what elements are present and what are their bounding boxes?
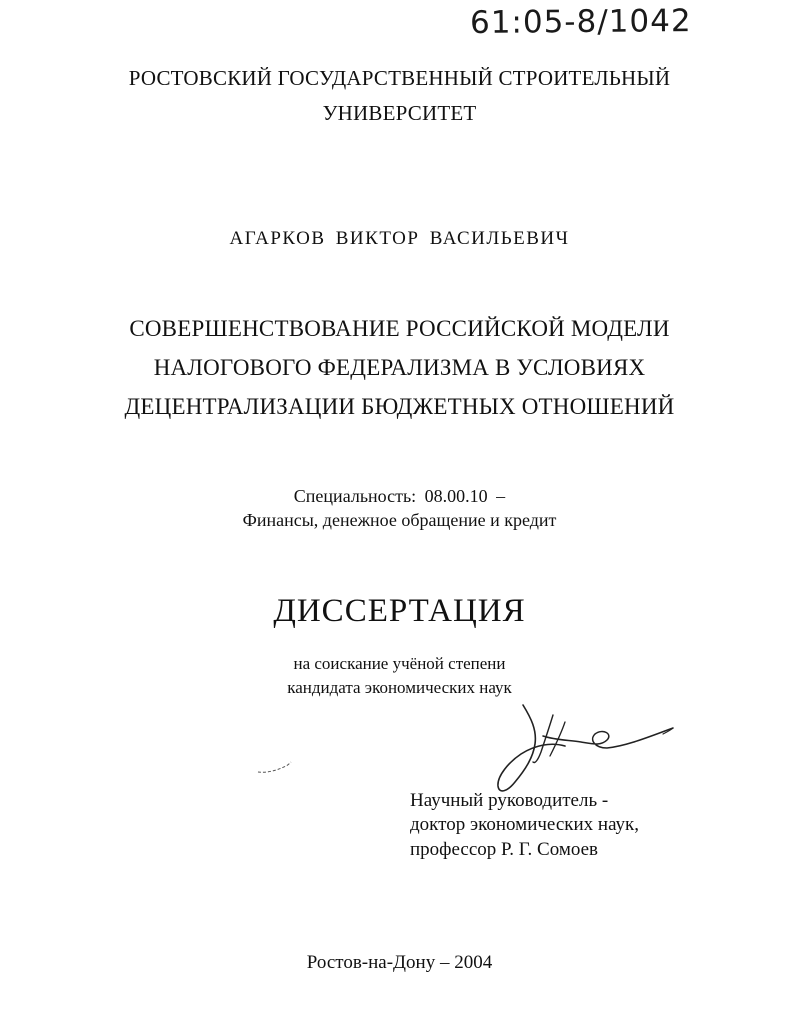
- author-name: АГАРКОВ ВИКТОР ВАСИЛЬЕВИЧ: [229, 228, 570, 249]
- archive-number: 61:05-8/1042: [469, 3, 692, 41]
- supervisor-role: Научный руководитель -: [410, 790, 609, 811]
- dissertation-title-line1: СОВЕРШЕНСТВОВАНИЕ РОССИЙСКОЙ МОДЕЛИ: [129, 316, 670, 341]
- stray-mark-icon: [256, 760, 292, 776]
- dissertation-title-line2: НАЛОГОВОГО ФЕДЕРАЛИЗМА В УСЛОВИЯХ: [153, 355, 646, 380]
- degree-line2: кандидата экономических наук: [287, 678, 512, 697]
- specialty-name: Финансы, денежное обращение и кредит: [242, 510, 557, 530]
- supervisor-degree: доктор экономических наук,: [410, 814, 640, 835]
- document-type-heading: ДИССЕРТАЦИЯ: [273, 593, 526, 629]
- university-name-line1: РОСТОВСКИЙ ГОСУДАРСТВЕННЫЙ СТРОИТЕЛЬНЫЙ: [128, 66, 671, 90]
- degree-line1: на соискание учёной степени: [293, 654, 506, 673]
- city-year: Ростов-на-Дону – 2004: [306, 952, 493, 973]
- dissertation-title-line3: ДЕЦЕНТРАЛИЗАЦИИ БЮДЖЕТНЫХ ОТНОШЕНИЙ: [124, 394, 675, 419]
- university-name-line2: УНИВЕРСИТЕТ: [322, 101, 477, 125]
- supervisor-name: профессор Р. Г. Сомоев: [410, 839, 599, 860]
- signature-icon: [495, 700, 680, 800]
- specialty-code: Специальность: 08.00.10 –: [293, 486, 506, 506]
